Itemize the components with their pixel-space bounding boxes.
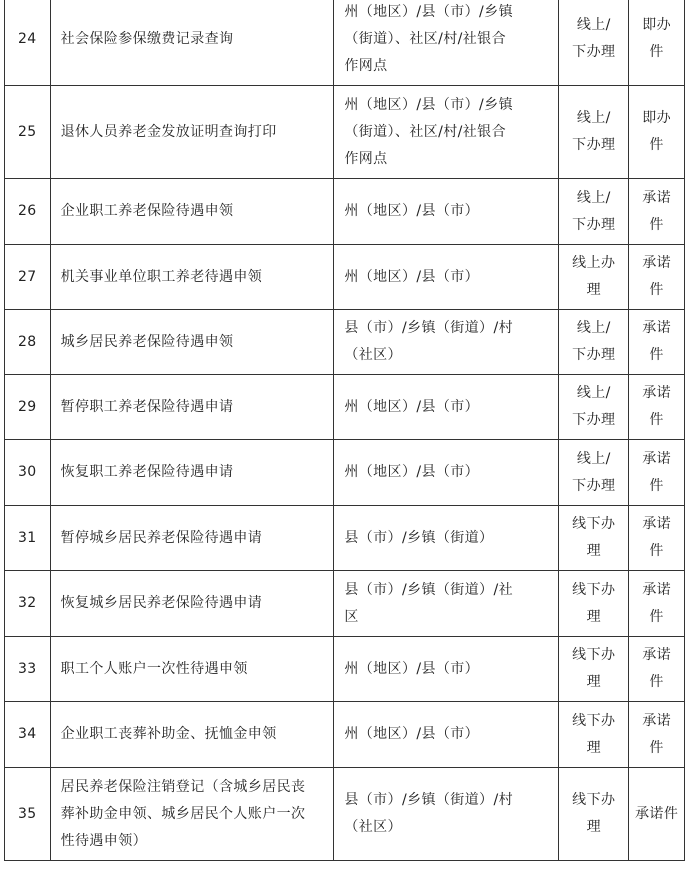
table-row (5, 637, 685, 702)
handling-mode-text: 线上/ (576, 189, 611, 206)
table-row (5, 245, 685, 310)
service-item-cell (50, 637, 334, 702)
service-item-cell (50, 0, 334, 86)
processing-type-text: 承诺 (642, 647, 672, 663)
service-item-text: 暂停城乡居民养老保险待遇申请 (60, 529, 263, 546)
table-row (5, 310, 685, 375)
row-number-cell: 28 (5, 310, 51, 375)
row-number-cell: 34 (5, 702, 51, 768)
handling-mode-cell (559, 86, 629, 179)
service-item-cell (50, 506, 334, 571)
service-item-text: 退休人员养老金发放证明查询打印 (60, 123, 277, 140)
processing-type-text: 件 (649, 608, 664, 625)
service-level-cell (334, 310, 559, 375)
service-item-text: 居民养老保险注销登记（含城乡居民丧 (60, 778, 306, 795)
service-item-cell (50, 768, 334, 861)
service-item-cell (50, 245, 334, 310)
service-item-text: 职工个人账户一次性待遇申领 (60, 660, 248, 677)
service-level-text: 县（市）/乡镇（街道） (344, 529, 494, 546)
handling-mode-text: 线上/ (576, 17, 611, 33)
service-level-cell (334, 0, 559, 86)
row-number-cell: 27 (5, 245, 51, 310)
table-body (5, 0, 685, 861)
handling-mode-text: 线上/ (576, 385, 611, 401)
handling-mode-text: 线下办 (572, 647, 616, 663)
service-item-text: 恢复职工养老保险待遇申请 (60, 464, 234, 480)
service-table (4, 0, 685, 861)
processing-type-text: 承诺 (642, 450, 672, 467)
service-item-cell (50, 375, 334, 440)
processing-type-text: 件 (649, 477, 664, 494)
service-item-cell (50, 702, 334, 768)
service-level-cell (334, 86, 559, 179)
service-item-cell (50, 310, 334, 375)
service-level-text: 州（地区）/县（市） (344, 268, 480, 285)
service-level-text: 州（地区）/县（市） (344, 398, 480, 415)
service-level-cell (334, 571, 559, 637)
handling-mode-cell (559, 506, 629, 571)
processing-type-text: 件 (649, 216, 664, 233)
service-item-text: 企业职工丧葬补助金、抚恤金申领 (60, 726, 277, 742)
service-level-text: 州（地区）/县（市） (344, 203, 480, 219)
handling-mode-text: 下办理 (572, 477, 616, 494)
handling-mode-text: 下办理 (572, 137, 616, 153)
table-row (5, 506, 685, 571)
row-number-cell: 24 (5, 0, 51, 86)
handling-mode-text: 理 (586, 543, 601, 559)
processing-type-text: 件 (649, 543, 664, 559)
processing-type-text: 承诺 (642, 189, 672, 206)
service-item-cell (50, 571, 334, 637)
row-number-cell: 26 (5, 179, 51, 245)
processing-type-text: 件 (649, 347, 664, 363)
service-level-cell (334, 440, 559, 506)
row-number-cell: 31 (5, 506, 51, 571)
row-number-cell: 35 (5, 768, 51, 861)
processing-type-cell (629, 310, 685, 375)
table-row (5, 0, 685, 86)
processing-type-cell (629, 506, 685, 571)
service-level-text: 州（地区）/县（市） (344, 464, 480, 480)
service-item-text: 恢复城乡居民养老保险待遇申请 (60, 595, 263, 611)
processing-type-cell (629, 768, 685, 861)
processing-type-cell (629, 571, 685, 637)
handling-mode-text: 理 (586, 674, 601, 690)
row-number-cell: 32 (5, 571, 51, 637)
processing-type-text: 承诺 (642, 320, 672, 336)
handling-mode-text: 线下办 (572, 516, 616, 532)
handling-mode-cell (559, 440, 629, 506)
handling-mode-text: 理 (586, 282, 601, 298)
service-level-cell (334, 768, 559, 861)
service-item-text: 社会保险参保缴费记录查询 (60, 30, 234, 47)
handling-mode-text: 下办理 (572, 347, 616, 363)
service-item-text: 机关事业单位职工养老待遇申领 (60, 268, 263, 285)
handling-mode-text: 下办理 (572, 44, 616, 60)
service-level-cell (334, 637, 559, 702)
handling-mode-text: 理 (586, 608, 601, 625)
service-level-cell (334, 245, 559, 310)
service-item-text: 城乡居民养老保险待遇申领 (60, 333, 234, 350)
processing-type-text: 承诺 (642, 255, 672, 271)
service-level-text: 州（地区）/县（市） (344, 726, 480, 742)
processing-type-text: 即办 (642, 17, 672, 33)
handling-mode-text: 线下办 (572, 581, 616, 598)
service-item-cell (50, 179, 334, 245)
handling-mode-cell (559, 375, 629, 440)
service-level-text: （街道）、社区/村/社银合 (344, 30, 506, 47)
processing-type-text: 承诺 (642, 516, 672, 532)
service-level-text: 县（市）/乡镇（街道）/村 (344, 320, 513, 336)
table-row (5, 375, 685, 440)
handling-mode-text: 线上/ (576, 320, 611, 336)
handling-mode-cell (559, 245, 629, 310)
handling-mode-cell (559, 571, 629, 637)
handling-mode-text: 线下办 (572, 712, 616, 729)
row-number-cell: 30 (5, 440, 51, 506)
handling-mode-cell (559, 310, 629, 375)
service-level-cell (334, 506, 559, 571)
handling-mode-text: 理 (586, 739, 601, 756)
handling-mode-cell (559, 768, 629, 861)
service-level-text: （社区） (344, 819, 402, 835)
processing-type-text: 承诺 (642, 712, 672, 729)
processing-type-text: 件 (649, 44, 664, 60)
processing-type-text: 件 (649, 412, 664, 428)
processing-type-text: 件 (649, 739, 664, 756)
table-row (5, 179, 685, 245)
processing-type-cell (629, 86, 685, 179)
handling-mode-text: 下办理 (572, 216, 616, 233)
service-item-text: 性待遇申领） (60, 832, 147, 849)
service-level-cell (334, 702, 559, 768)
service-level-text: 县（市）/乡镇（街道）/村 (344, 792, 513, 808)
processing-type-text: 承诺 (642, 581, 672, 598)
service-level-text: 州（地区）/县（市） (344, 660, 480, 677)
processing-type-text: 件 (649, 282, 664, 298)
handling-mode-cell (559, 179, 629, 245)
processing-type-cell (629, 245, 685, 310)
processing-type-cell (629, 702, 685, 768)
handling-mode-text: 线上/ (576, 450, 611, 467)
processing-type-text: 承诺 (642, 385, 672, 401)
service-level-text: 区 (344, 608, 359, 625)
processing-type-cell (629, 440, 685, 506)
service-level-cell (334, 179, 559, 245)
handling-mode-text: 理 (586, 819, 601, 835)
handling-mode-text: 线上/ (576, 110, 611, 126)
table-row (5, 440, 685, 506)
service-level-text: 州（地区）/县（市）/乡镇 (344, 96, 513, 113)
handling-mode-cell (559, 637, 629, 702)
service-level-cell (334, 375, 559, 440)
table-row (5, 86, 685, 179)
service-level-text: 县（市）/乡镇（街道）/社 (344, 581, 513, 598)
service-level-text: （街道）、社区/村/社银合 (344, 123, 506, 140)
processing-type-cell (629, 0, 685, 86)
service-level-text: 作网点 (344, 150, 388, 167)
handling-mode-text: 线上办 (572, 255, 616, 271)
row-number-cell: 29 (5, 375, 51, 440)
service-level-text: （社区） (344, 347, 402, 363)
service-item-cell (50, 440, 334, 506)
processing-type-text: 件 (649, 137, 664, 153)
processing-type-cell (629, 375, 685, 440)
handling-mode-cell (559, 0, 629, 86)
table-row (5, 768, 685, 861)
service-item-text: 暂停职工养老保险待遇申请 (60, 398, 234, 415)
processing-type-text: 件 (649, 674, 664, 690)
row-number-cell: 33 (5, 637, 51, 702)
handling-mode-cell (559, 702, 629, 768)
handling-mode-text: 下办理 (572, 412, 616, 428)
processing-type-text: 即办 (642, 110, 672, 126)
handling-mode-text: 线下办 (572, 792, 616, 808)
processing-type-cell (629, 179, 685, 245)
processing-type-cell (629, 637, 685, 702)
table-row (5, 571, 685, 637)
row-number-cell: 25 (5, 86, 51, 179)
table-row (5, 702, 685, 768)
service-item-text: 企业职工养老保险待遇申领 (60, 203, 234, 219)
service-level-text: 州（地区）/县（市）/乡镇 (344, 3, 513, 20)
service-item-cell (50, 86, 334, 179)
processing-type-text: 承诺件 (635, 805, 679, 822)
service-level-text: 作网点 (344, 57, 388, 74)
service-item-text: 葬补助金申领、城乡居民个人账户一次 (60, 805, 306, 822)
